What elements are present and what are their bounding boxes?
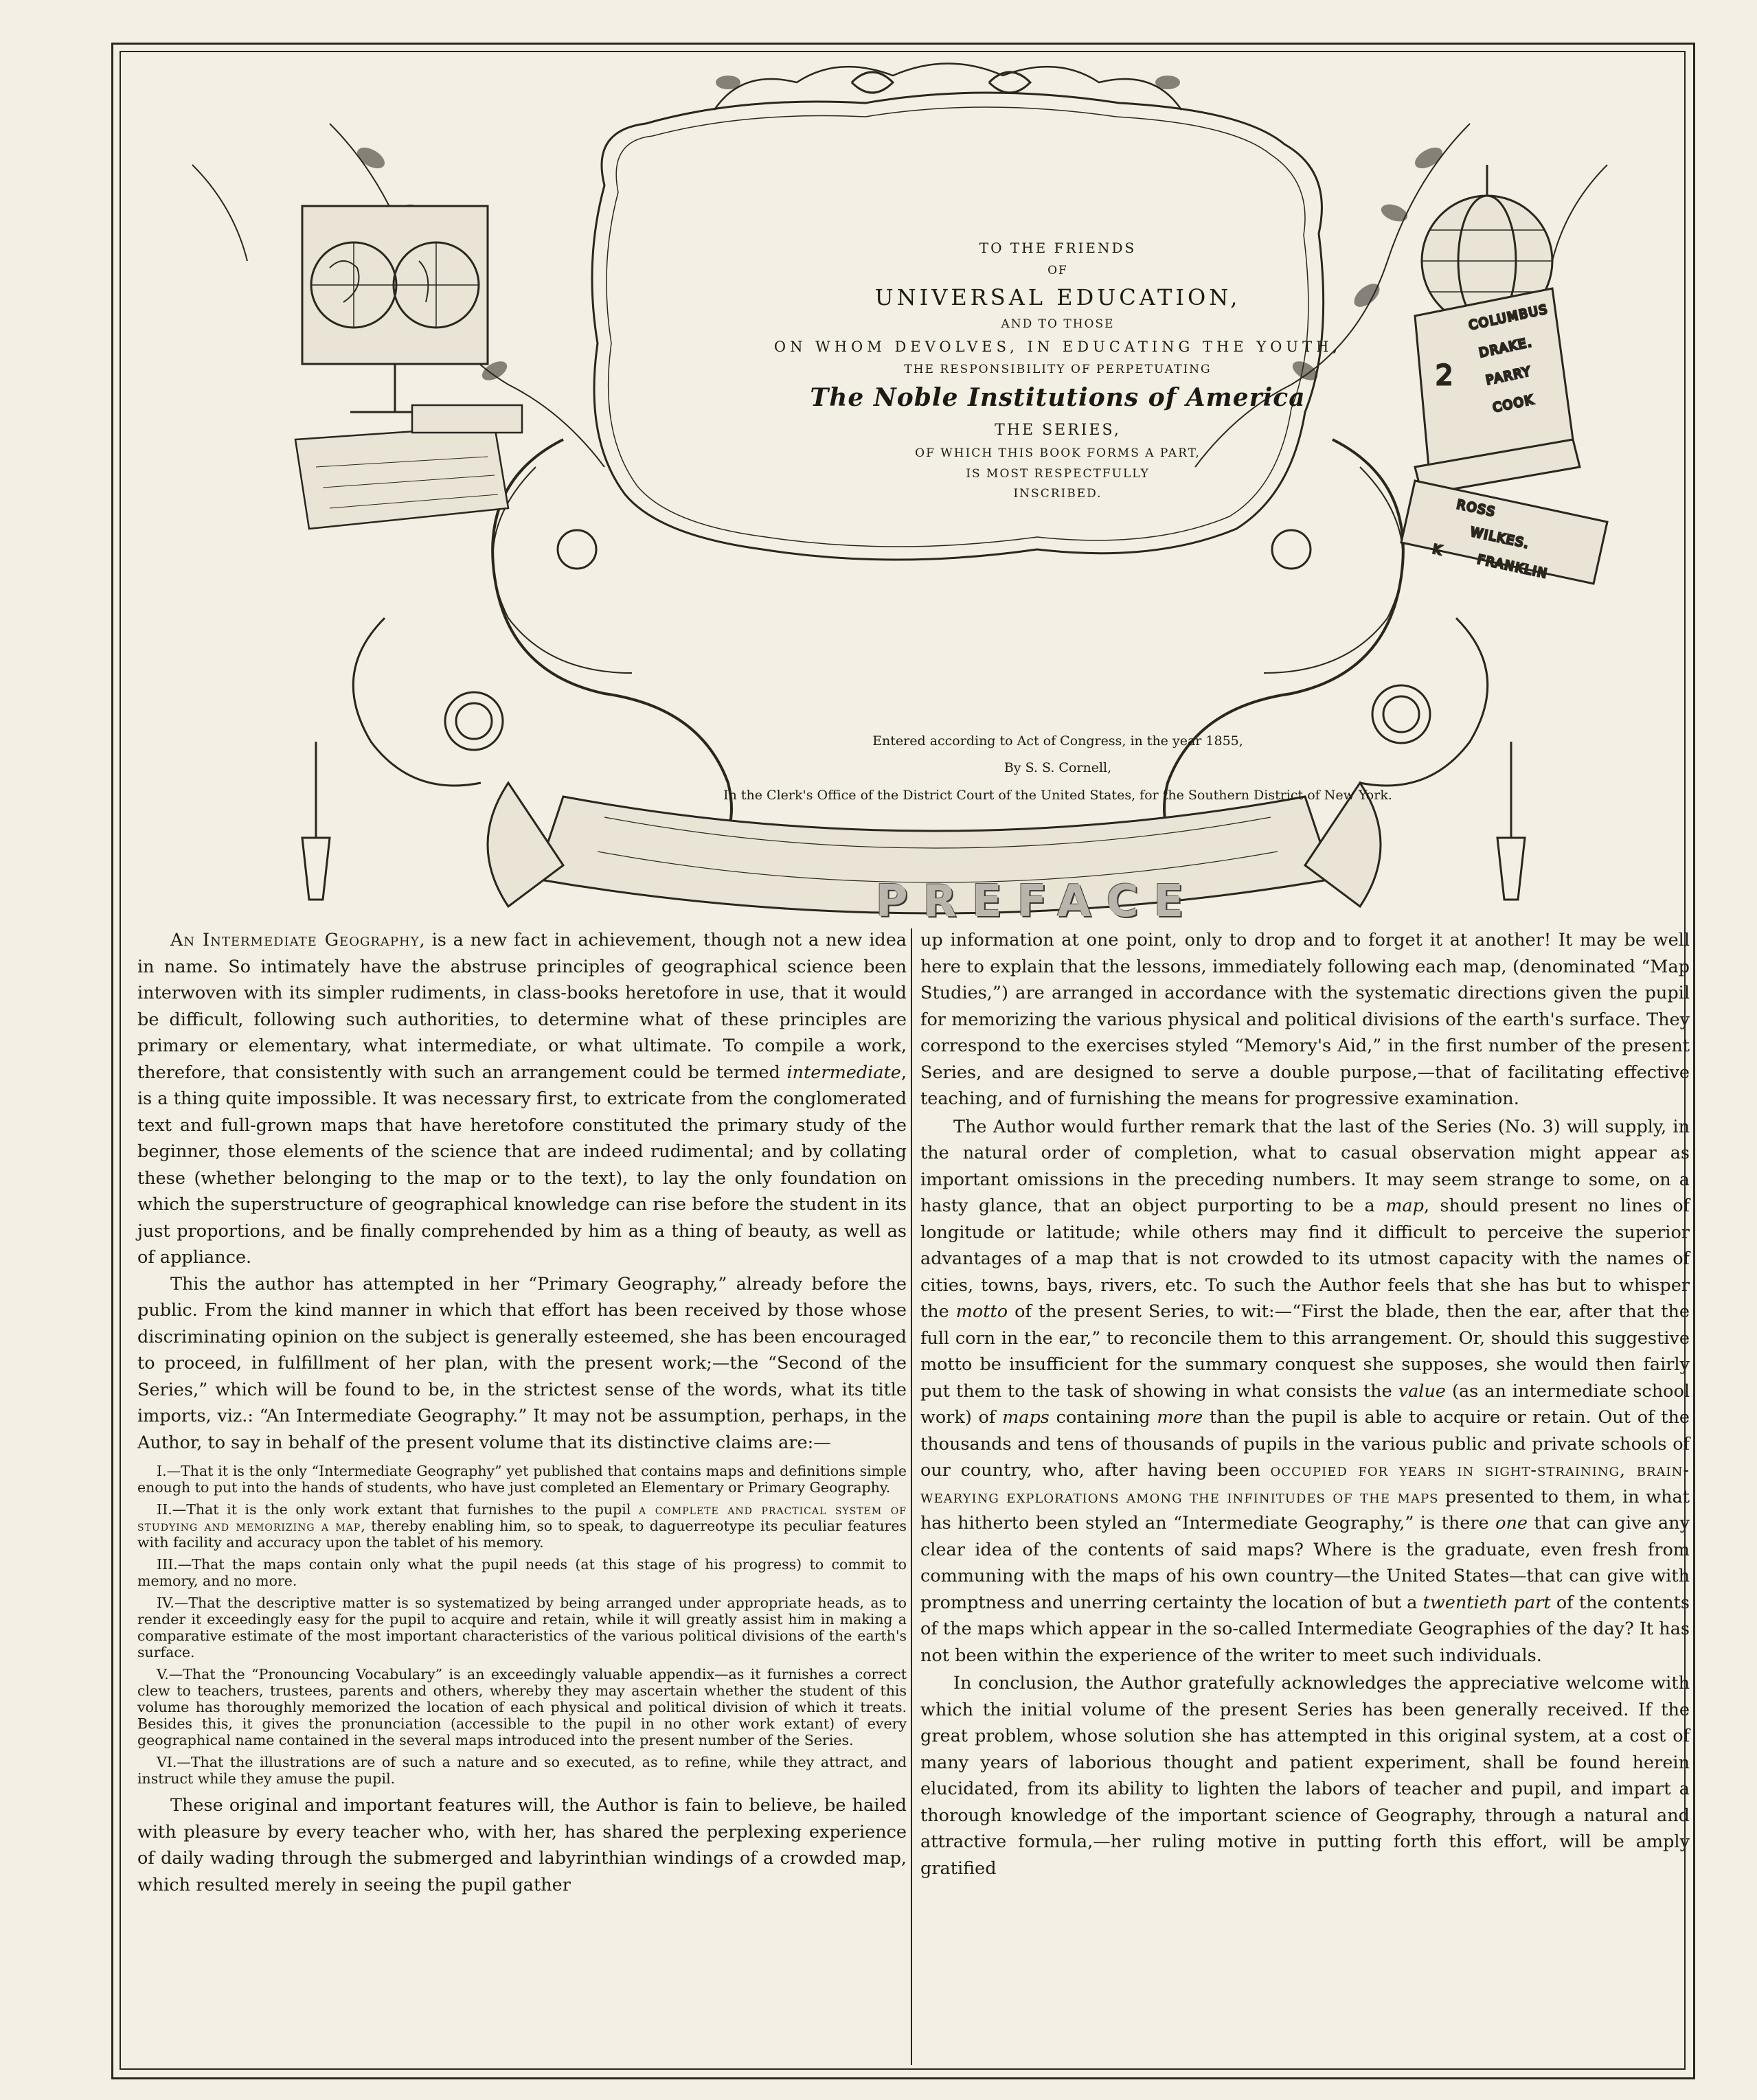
claim-3: III.—That the maps contain only what the pupil needs (at this stage of his progress) to commit to memory, and no more. <box>137 1556 907 1589</box>
column-divider <box>911 928 912 2065</box>
dedication-line-6: THE RESPONSIBILITY OF PERPETUATING <box>904 363 1212 377</box>
book-label-4: COOK <box>1491 392 1536 415</box>
claim-5: V.—That the “Pronouncing Vocabulary” is an exceedingly valuable appendix—as it furnishes a correct clew to teachers, trustees, parents and others, whereby they may ascertain whether the student of this volume has thoroughly memorized the location of each physical and political division of which it treats. Besides this, it gives the pronunciation (accessible to the pupil in no other work extant) of every geographical name contained in the several maps introduced into the present number of the Series. <box>137 1666 907 1748</box>
dedication-line-9: OF WHICH THIS BOOK FORMS A PART, <box>915 446 1201 461</box>
double-hemisphere-map-icon <box>302 206 488 412</box>
copyright-line-1: Entered according to Act of Congress, in the year 1855, <box>872 733 1243 749</box>
claim-6: VI.—That the illustrations are of such a nature and so executed, as to refine, while they attract, and instruct while they amuse the pupil. <box>137 1754 907 1787</box>
book-label-3: PARRY <box>1484 364 1533 388</box>
engraved-header <box>124 55 1679 927</box>
dedication-line-5: ON WHOM DEVOLVES, IN EDUCATING THE YOUTH, <box>773 338 1342 355</box>
dedication-line-1: TO THE FRIENDS <box>979 240 1137 256</box>
dedication-line-4: AND TO THOSE <box>1001 317 1115 332</box>
dedication-line-7: The Noble Institutions of America <box>810 383 1306 412</box>
lead-in: An Intermediate Geography <box>170 930 420 950</box>
claims-list <box>137 1463 907 1787</box>
book-label-1: COLUMBUS <box>1467 301 1550 333</box>
scroll-label-2: WILKES. <box>1469 525 1531 552</box>
claim-2: II.—That it is the only work extant that furnishes to the pupil a complete and practical system of studying and memorizing a map, thereby enabling him, so to speak, to daguerreotype its peculiar features with facility and accuracy upon the tablet of his memory. <box>137 1501 907 1551</box>
dedication-line-8: THE SERIES, <box>995 421 1121 439</box>
book-label-2: DRAKE. <box>1477 334 1534 361</box>
rosette-left <box>445 692 503 750</box>
preface-title: PREFACE <box>875 876 1199 927</box>
book-number: 2 <box>1436 360 1455 391</box>
paragraph-3: These original and important features will, the Author is fain to believe, be hailed with pleasure by every teacher who, with her, has shared the perplexing experience of daily wading through the submerged and labyrinthian windings of a crowded map, which resulted merely in seeing the pupil gather <box>137 1795 907 1895</box>
scroll-label-4: K <box>1431 542 1444 558</box>
copyright-notice <box>721 731 1394 812</box>
claim-4: IV.—That the descriptive matter is so systematized by being arranged under appropriate heads, as to render it exceedingly easy for the pupil to acquire and retain, while it will greatly assist him in making a comparative estimate of the most important characteristics of the various political divisions of the earth's surface. <box>137 1595 907 1660</box>
right-column <box>920 927 1690 1882</box>
scroll-map-icon <box>295 405 522 529</box>
paragraph-5: The Author would further remark that the last of the Series (No. 3) will supply, in the natural order of completion, what to casual observation might appear as important omissions in the preceding numbers. It may seem strange to some, on a hasty glance, that an object purporting to be a map, should present no lines of longitude or latitude; while others may find it difficult to perceive the superior advantages of a map that is not crowded to its utmost capacity with the names of cities, towns, bays, rivers, etc. To such the Author feels that she has but to whisper the motto of the present Series, to wit:—“First the blade, then the ear, after that the full corn in the ear,” to reconcile them to this arrangement. Or, should this suggestive motto be insufficient for the summary conquest she supposes, she would then fairly put them to the task of showing in what consists the value (as an intermediate school work) of maps containing more than the pupil is able to acquire or retain. Out of the thousands and tens of thousands of pupils in the various public and private schools of our country, who, after having been occupied for years in sight-straining, brain-wearying explorations among the infinitudes of the maps presented to them, in what has hitherto been styled an “Intermediate Geography,” is there one that can give any clear idea of the contents of said maps? Where is the graduate, even fresh from communing with the maps of his own country—the United States—that can give with promptness and unerring certainty the location of but a twentieth part of the contents of the maps which appear in the so-called Intermediate Geographies of the day? It has not been within the experience of the writer to meet such individuals. <box>920 1116 1690 1666</box>
paragraph-1: An Intermediate Geography, is a new fact in achievement, though not a new idea in name. So intimately have the abstruse principles of geographical science been interwoven with its simpler rudiments, in class-books heretofore in use, that it would be difficult, following such authorities, to determine what of these principles are primary or elementary, what intermediate, or what ultimate. To compile a work, therefore, that consistently with such an arrangement could be termed intermediate, is a thing quite impossible. It was necessary first, to extricate from the conglomerated text and full-grown maps that have heretofore constituted the primary study of the beginner, those elements of the science that are indeed rudimental; and by collating these (whether belonging to the map or to the text), to lay the only foundation on which the superstructure of geographical knowledge can rise before the student in its just proportions, and be finally comprehended by him as a thing of beauty, as well as of appliance. <box>137 930 907 1268</box>
scroll-icon <box>1401 481 1607 584</box>
dedication-line-2: OF <box>1047 264 1068 277</box>
dedication-line-11: INSCRIBED. <box>1013 487 1102 501</box>
paragraph-4: up information at one point, only to drop and to forget it at another! It may be well here to explain that the lessons, immediately following each map, (denominated “Map Studies,”) are arranged in accordance with the systematic directions given the pupil for memorizing the various physical and political divisions of the earth's surface. They correspond to the exercises styled “Memory's Aid,” in the first number of the present Series, and are designed to serve a double purpose,—that of facilitating effective teaching, and of furnishing the means for progressive examination. <box>920 930 1690 1109</box>
paragraph-2: This the author has attempted in her “Primary Geography,” already before the public. From the kind manner in which that effort has been received by those whose discriminating opinion on the subject is generally esteemed, she has been encouraged to proceed, in fulfillment of her plan, with the present work;—the “Second of the Series,” which will be found to be, in the strictest sense of the words, what its title imports, viz.: “An Intermediate Geography.” It may not be assumption, perhaps, in the Author, to say in behalf of the present volume that its distinctive claims are:— <box>137 1273 907 1453</box>
left-column <box>137 927 907 1898</box>
scroll-label-3: FRANKLIN <box>1475 552 1550 582</box>
stacked-books-icon <box>1415 288 1580 494</box>
dedication-line-10: IS MOST RESPECTFULLY <box>966 466 1150 481</box>
scroll-label-1: ROSS <box>1455 497 1497 520</box>
dedication-block <box>728 240 1387 508</box>
copyright-line-2: By S. S. Cornell, <box>1004 760 1112 776</box>
paragraph-6: In conclusion, the Author gratefully acknowledges the appreciative welcome with which the initial volume of the present Series has been generally received. If the great problem, whose solution she has attempted in this original system, at a cost of many years of laborious thought and patient experiment, shall be found herein elucidated, from its ability to lighten the labors of teacher and pupil, and impart a thorough knowledge of the important science of Geography, through a natural and attractive formula,—her ruling motive in putting forth this effort, will be amply gratified <box>920 1673 1690 1879</box>
claim-1: I.—That it is the only “Intermediate Geography” yet published that contains maps and definitions simple enough to put into the hands of students, who have just completed an Elementary or Primary Geography. <box>137 1463 907 1496</box>
copyright-line-3: In the Clerk's Office of the District Court of the United States, for the Southern District of New York. <box>723 787 1392 803</box>
dedication-line-3: UNIVERSAL EDUCATION, <box>874 284 1241 310</box>
